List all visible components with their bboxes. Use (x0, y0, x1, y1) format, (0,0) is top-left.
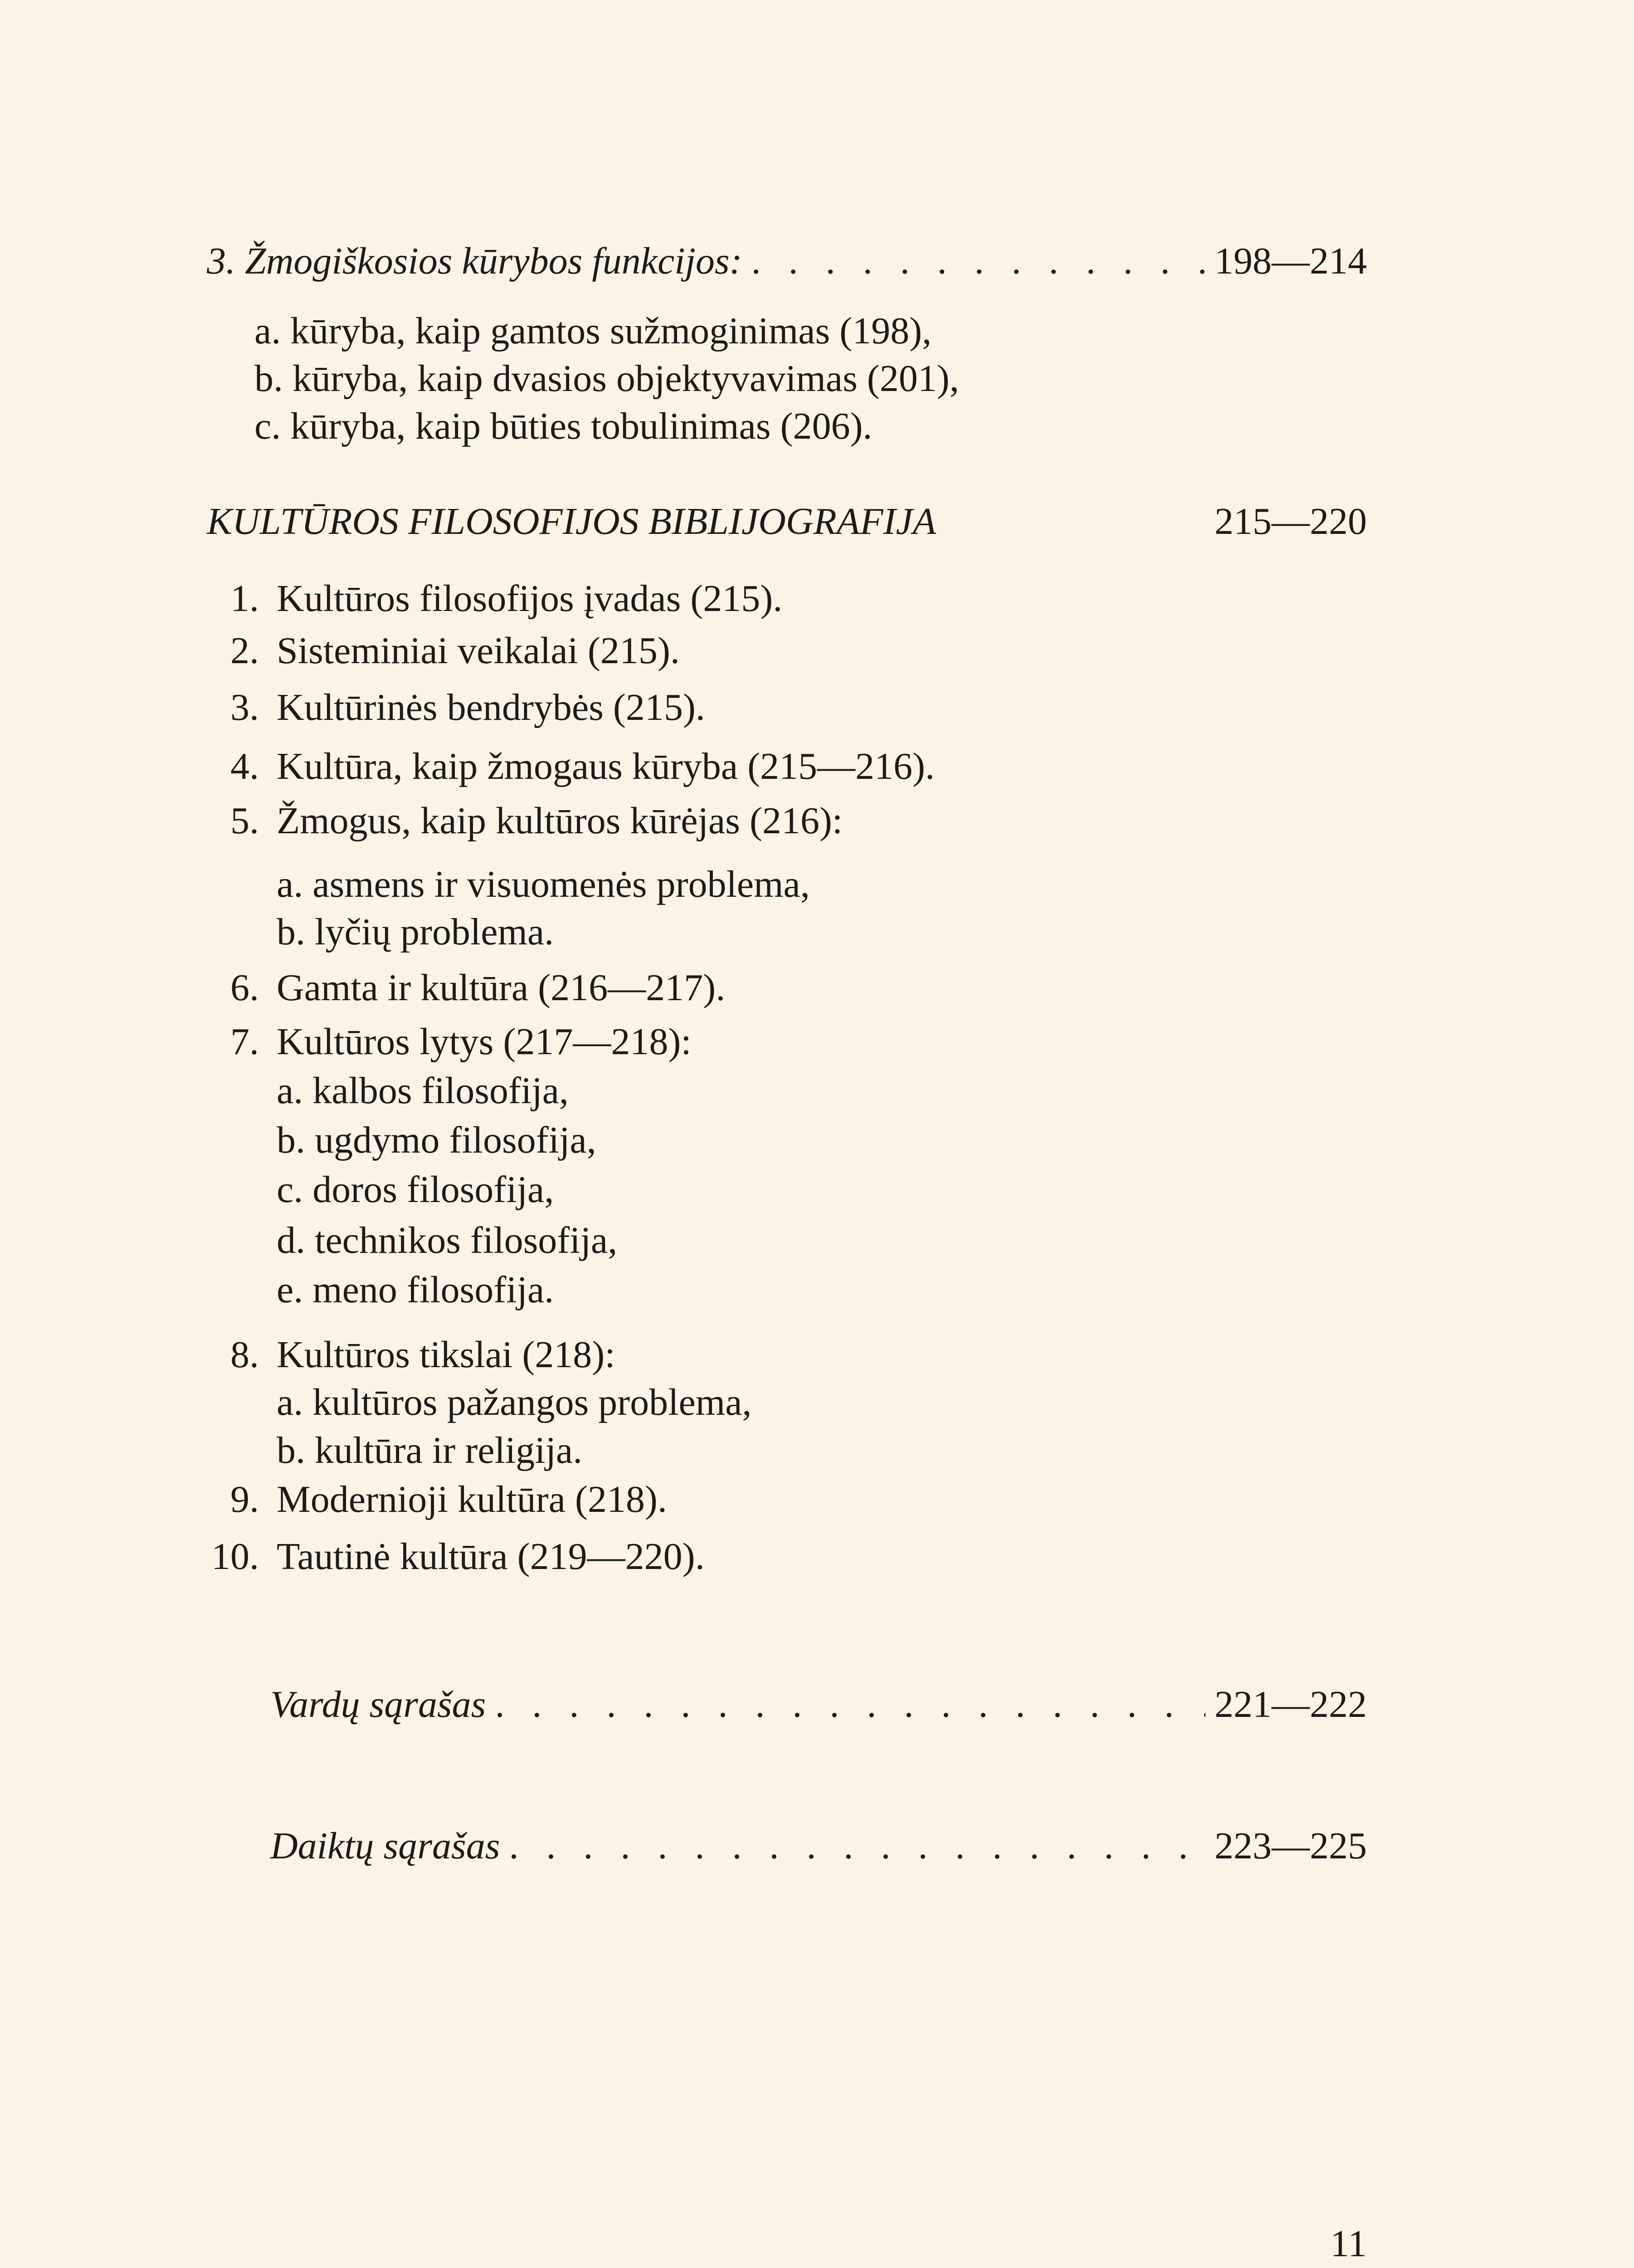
sub-item: a. kūryba, kaip gamtos sužmoginimas (198), (254, 310, 932, 352)
dot-leader (509, 1823, 1205, 1869)
list-item-text: Kultūra, kaip žmogaus kūryba (215—216). (277, 745, 935, 787)
list-item-text: Kultūros filosofijos įvadas (215). (277, 577, 783, 620)
sub-item: a. kalbos filosofija, (277, 1070, 569, 1112)
item-number: 2. (230, 630, 259, 672)
sub-item: b. lyčių problema. (277, 911, 554, 953)
entry-title: Vardų sąrašas (270, 1683, 486, 1725)
item-number: 8. (230, 1334, 259, 1376)
entry-pages: 198—214 (1215, 240, 1367, 282)
sub-item: d. technikos filosofija, (277, 1219, 618, 1261)
entry-pages: 221—222 (1215, 1683, 1367, 1725)
item-number: 9. (230, 1478, 259, 1520)
list-item-text: Kultūros tikslai (218): (277, 1334, 615, 1376)
item-number: 10. (211, 1535, 259, 1578)
toc-entry-subject-index (270, 1823, 1367, 1869)
entry-title: 3. Žmogiškosios kūrybos funkcijos: (207, 240, 742, 282)
entry-title: Daiktų sąrašas (270, 1825, 500, 1867)
item-number: 5. (230, 800, 259, 842)
list-item-text: Modernioji kultūra (218). (277, 1478, 667, 1520)
list-item-text: Kultūros lytys (217—218): (277, 1021, 692, 1063)
item-number: 6. (230, 967, 259, 1009)
page-number: 11 (1330, 2223, 1367, 2265)
sub-item: c. kūryba, kaip būties tobulinimas (206). (254, 405, 873, 447)
sub-item: b. kūryba, kaip dvasios objektyvavimas (201), (254, 357, 959, 400)
item-number: 3. (230, 686, 259, 728)
sub-item: e. meno filosofija. (277, 1269, 554, 1311)
toc-entry-name-index (270, 1682, 1367, 1727)
list-item-text: Tautinė kultūra (219—220). (277, 1535, 705, 1578)
entry-pages: 215—220 (1215, 500, 1367, 543)
sub-item: c. doros filosofija, (277, 1168, 554, 1211)
toc-entry-bibliography (207, 499, 1367, 544)
toc-entry-section-3 (207, 239, 1367, 284)
entry-pages: 223—225 (1215, 1825, 1367, 1867)
list-item-text: Gamta ir kultūra (216—217). (277, 967, 726, 1009)
sub-item: a. kultūros pažangos problema, (277, 1381, 752, 1423)
item-number: 1. (230, 577, 259, 620)
list-item-text: Žmogus, kaip kultūros kūrėjas (216): (277, 800, 843, 842)
dot-leader (751, 239, 1205, 284)
dot-leader (495, 1682, 1205, 1727)
sub-item: a. asmens ir visuomenės problema, (277, 863, 810, 905)
list-item-text: Sisteminiai veikalai (215). (277, 630, 680, 672)
list-item-text: Kultūrinės bendrybės (215). (277, 686, 705, 728)
section-heading: KULTŪROS FILOSOFIJOS BIBLIJOGRAFIJA (207, 500, 937, 543)
sub-item: b. ugdymo filosofija, (277, 1119, 596, 1161)
item-number: 4. (230, 745, 259, 787)
item-number: 7. (230, 1021, 259, 1063)
sub-item: b. kultūra ir religija. (277, 1429, 583, 1471)
